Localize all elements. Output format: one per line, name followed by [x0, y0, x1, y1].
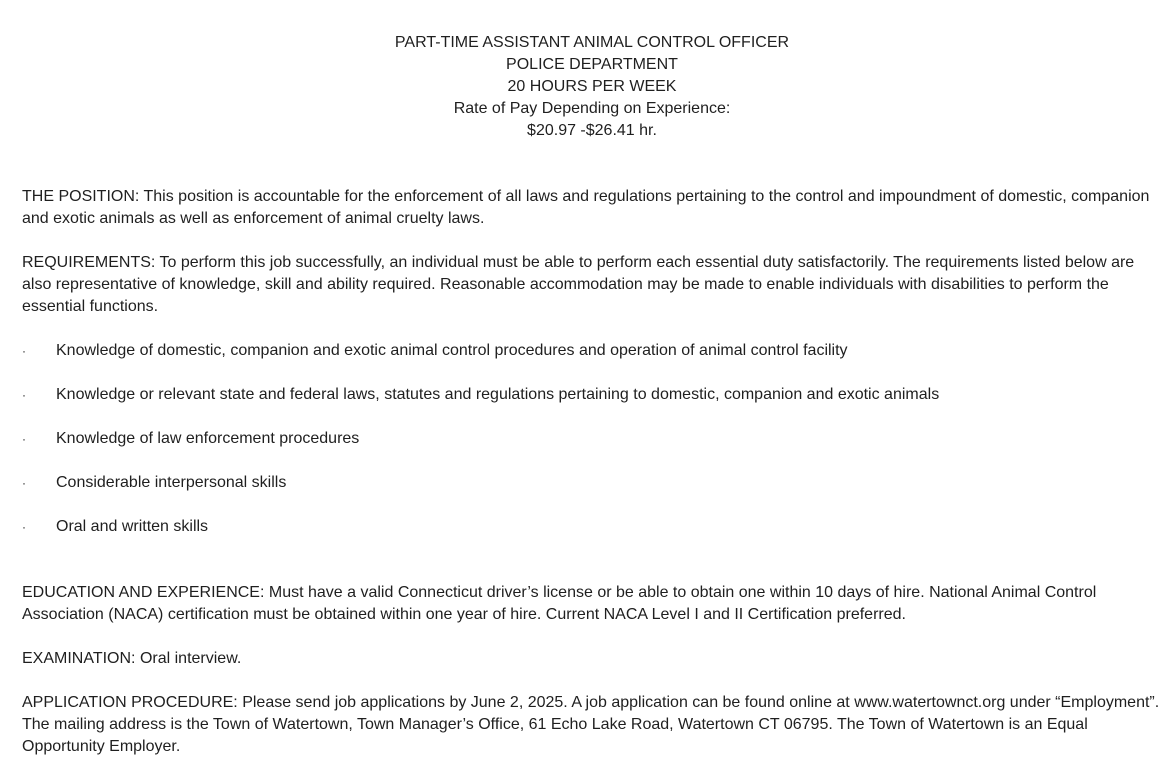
- job-title: PART-TIME ASSISTANT ANIMAL CONTROL OFFICER: [394, 34, 790, 51]
- list-item: [22, 428, 1162, 450]
- pay-label: Rate of Pay Depending on Experience:: [453, 100, 731, 117]
- hours-per-week: 20 HOURS PER WEEK: [507, 78, 677, 95]
- bullet-icon: ·: [22, 388, 26, 402]
- list-item-text: Knowledge of domestic, companion and exotic animal control procedures and operation of animal control facility: [56, 342, 848, 359]
- bullet-icon: ·: [22, 344, 26, 358]
- job-posting-document: [22, 32, 1162, 780]
- department-name: POLICE DEPARTMENT: [506, 56, 678, 73]
- education-paragraph: EDUCATION AND EXPERIENCE: Must have a valid Connecticut driver’s license or be able to obtain one within 10 days of hire. National Animal Control Association (NACA) certification must be obtained within one year of hire. Current NACA Level I and II Certification preferred.: [22, 584, 1097, 623]
- list-item: [22, 472, 1162, 494]
- examination-paragraph: EXAMINATION: Oral interview.: [22, 650, 242, 667]
- bullet-icon: ·: [22, 520, 26, 534]
- list-item-text: Knowledge of law enforcement procedures: [56, 430, 360, 447]
- list-item-text: Oral and written skills: [56, 518, 209, 535]
- pay-rate: $20.97 -$26.41 hr.: [527, 122, 657, 139]
- list-item-text: Knowledge or relevant state and federal laws, statutes and regulations pertaining to domestic, companion and exotic animals: [56, 386, 940, 403]
- requirements-list: [22, 340, 1162, 538]
- list-item-text: Considerable interpersonal skills: [56, 474, 287, 491]
- bullet-icon: ·: [22, 432, 26, 446]
- application-paragraph: APPLICATION PROCEDURE: Please send job applications by June 2, 2025. A job application can be found online at www.watertownct.org under “Employment”. The mailing address is the Town of Watertown, Town Manager’s Office, 61 Echo Lake Road, Watertown CT 06795. The Town of Watertown is an Equal Opportunity Employer.: [22, 694, 1160, 755]
- list-item: [22, 384, 1162, 406]
- position-paragraph: THE POSITION: This position is accountable for the enforcement of all laws and regulations pertaining to the control and impoundment of domestic, companion and exotic animals as well as enforcement of animal cruelty laws.: [22, 188, 1150, 227]
- list-item: [22, 340, 1162, 362]
- bullet-icon: ·: [22, 476, 26, 490]
- list-item: [22, 516, 1162, 538]
- job-header: [22, 32, 1162, 142]
- requirements-paragraph: REQUIREMENTS: To perform this job successfully, an individual must be able to perform each essential duty satisfactorily. The requirements listed below are also representative of knowledge, skill and ability required. Reasonable accommodation may be made to enable individuals with disabilities to perform the essential functions.: [22, 254, 1135, 315]
